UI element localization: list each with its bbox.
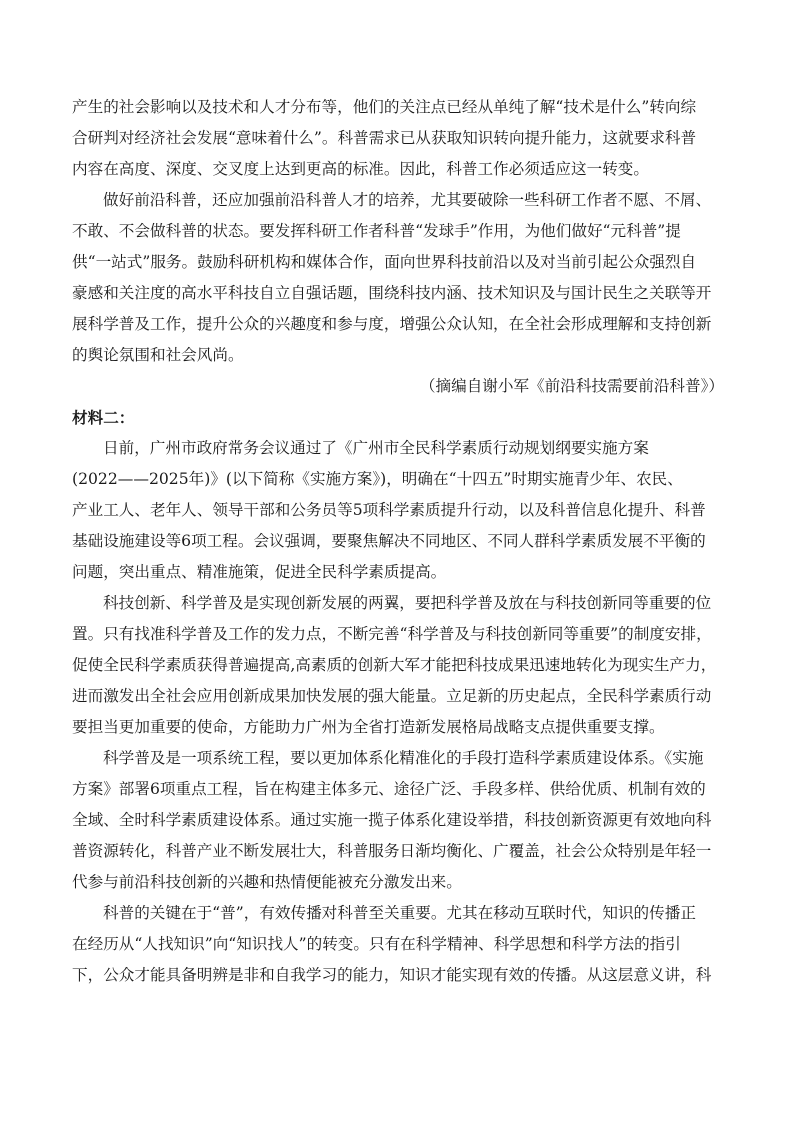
text-line: 基础设施建设等6项工程。会议强调，要聚焦解决不同地区、不同人群科学素质发展不平衡的: [72, 532, 706, 550]
document-page: [72, 92, 724, 991]
text-line: 全域、全时科学素质建设体系。通过实施一揽子体系化建设举措，科技创新资源更有效地向科: [72, 811, 712, 829]
text-line: 进而激发出全社会应用创新成果加快发展的强大能量。立足新的历史起点，全民科学素质行动: [72, 687, 712, 705]
source-citation: （摘编自谢小军《前沿科技需要前沿科普》）: [419, 377, 724, 395]
text-line: 置。只有找准科学普及工作的发力点，不断完善“科学普及与科技创新同等重要”的制度安排，: [72, 625, 712, 643]
text-line: (2022——2025年)》(以下简称《实施方案》)，明确在“十四五”时期实施青少年、农民、: [72, 470, 683, 488]
text-line: 下，公众才能具备明辨是非和自我学习的能力，知识才能实现有效的传播。从这层意义讲，科: [72, 966, 712, 984]
text-line: 不敢、不会做科普的状态。要发挥科研工作者科普“发球手”作用，为他们做好“元科普”提: [72, 222, 681, 240]
text-line: 做好前沿科普，还应加强前沿科普人才的培养，尤其要破除一些科研工作者不愿、不屑、: [103, 191, 712, 209]
text-line: 展科学普及工作，提升公众的兴趣度和参与度，增强公众认知，在全社会形成理解和支持创新: [72, 315, 712, 333]
text-line: 豪感和关注度的高水平科技自立自强话题，围绕科技内涵、技术知识及与国计民生之关联等开: [72, 284, 712, 302]
text-line: 科普的关键在于“普”，有效传播对科普至关重要。尤其在移动互联时代，知识的传播正: [103, 904, 696, 922]
paragraph-continuation: [72, 92, 724, 185]
text-line: 产业工人、老年人、领导干部和公务员等5项科学素质提升行动，以及科普信息化提升、科普: [72, 501, 706, 519]
text-line: 在经历从“人找知识”向“知识找人”的转变。只有在科学精神、科学思想和科学方法的指引: [72, 935, 681, 953]
paragraph-systematic-project: [72, 743, 724, 898]
text-line: 供“一站式”服务。鼓励科研机构和媒体合作，面向世界科技前沿以及对当前引起公众强烈自: [72, 253, 697, 271]
text-line: 日前，广州市政府常务会议通过了《广州市全民科学素质行动规划纲要实施方案: [103, 439, 649, 457]
text-line: 方案》部署6项重点工程，旨在构建主体多元、途径广泛、手段多样、供给优质、机制有效的: [72, 780, 706, 798]
text-line: 问题，突出重点、精准施策，促进全民科学素质提高。: [72, 563, 447, 581]
paragraph-two-wings: [72, 588, 724, 743]
material-two-heading: 材料二：: [72, 408, 135, 427]
text-line: 科技创新、科学普及是实现创新发展的两翼，要把科学普及放在与科技创新同等重要的位: [103, 594, 712, 612]
text-line: 要担当更加重要的使命，方能助力广州为全省打造新发展格局战略支点提供重要支撑。: [72, 718, 665, 736]
text-line: 促使全民科学素质获得普遍提高,高素质的创新大军才能把科技成果迅速地转化为现实生产力，: [72, 656, 717, 674]
text-line: 普资源转化，科普产业不断发展壮大，科普服务日渐均衡化、广覆盖，社会公众特别是年轻一: [72, 842, 712, 860]
text-line: 合研判对经济社会发展“意味着什么”。科普需求已从获取知识转向提升能力，这就要求科普: [72, 129, 697, 147]
paragraph-frontier-talent: [72, 185, 724, 371]
text-line: 产生的社会影响以及技术和人才分布等，他们的关注点已经从单纯了解“技术是什么”转向综: [72, 98, 697, 116]
text-line: 代参与前沿科技创新的兴趣和热情便能被充分激发出来。: [72, 873, 462, 891]
text-line: 的舆论氛围和社会风尚。: [72, 346, 244, 364]
text-line: 科学普及是一项系统工程，要以更加体系化精准化的手段打造科学素质建设体系。《实施: [103, 749, 704, 767]
paragraph-effective-dissemination: [72, 898, 724, 991]
paragraph-guangzhou-plan: [72, 433, 724, 588]
text-line: 内容在高度、深度、交叉度上达到更高的标准。因此，科普工作必须适应这一转变。: [72, 160, 649, 178]
